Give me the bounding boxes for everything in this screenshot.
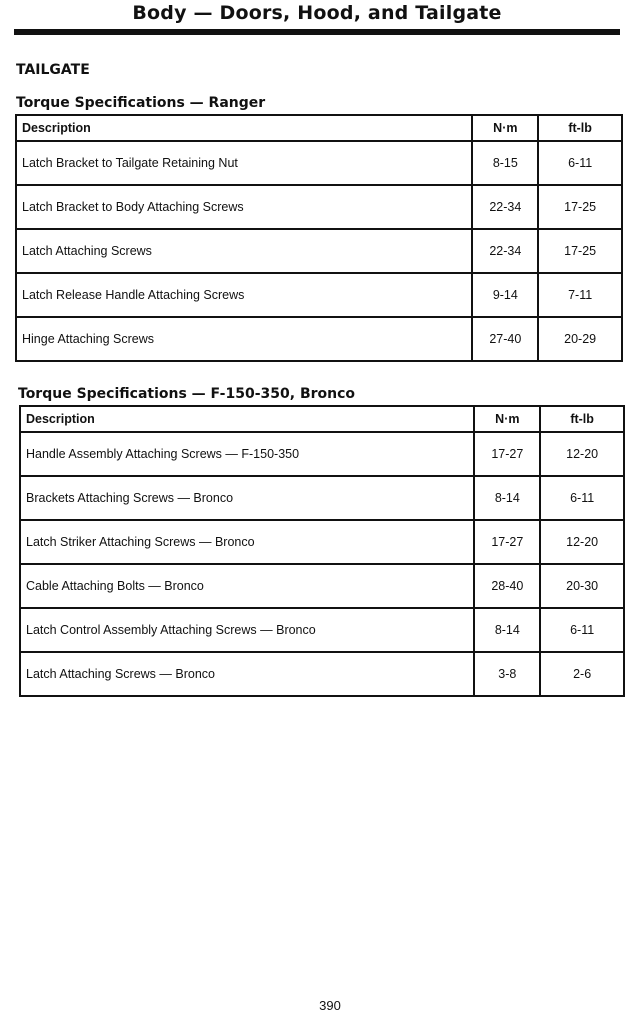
cell-nm: 8-15	[472, 141, 538, 185]
cell-ftlb: 17-25	[538, 185, 622, 229]
cell-nm: 3-8	[474, 652, 540, 696]
table-row	[16, 141, 622, 185]
table-row	[20, 652, 624, 696]
table-caption-ranger: Torque Specifications — Ranger	[16, 95, 266, 111]
cell-description: Latch Attaching Screws — Bronco	[20, 652, 474, 696]
cell-ftlb: 12-20	[540, 432, 624, 476]
table-row	[16, 273, 622, 317]
cell-ftlb: 6-11	[540, 608, 624, 652]
cell-ftlb: 12-20	[540, 520, 624, 564]
cell-ftlb: 7-11	[538, 273, 622, 317]
table-header-row	[16, 115, 622, 141]
cell-description: Handle Assembly Attaching Screws — F-150-350	[20, 432, 474, 476]
column-header-ftlb: ft-lb	[538, 115, 622, 141]
cell-ftlb: 2-6	[540, 652, 624, 696]
table-row	[16, 229, 622, 273]
title-rule	[14, 29, 620, 35]
cell-ftlb: 6-11	[538, 141, 622, 185]
cell-nm: 8-14	[474, 608, 540, 652]
cell-nm: 9-14	[472, 273, 538, 317]
column-header-nm: N·m	[472, 115, 538, 141]
cell-nm: 8-14	[474, 476, 540, 520]
table-header-row	[20, 406, 624, 432]
cell-description: Cable Attaching Bolts — Bronco	[20, 564, 474, 608]
cell-description: Hinge Attaching Screws	[16, 317, 472, 361]
column-header-description: Description	[16, 115, 472, 141]
cell-nm: 17-27	[474, 520, 540, 564]
cell-description: Latch Control Assembly Attaching Screws — Bronco	[20, 608, 474, 652]
table-row	[20, 564, 624, 608]
cell-nm: 22-34	[472, 185, 538, 229]
column-header-ftlb: ft-lb	[540, 406, 624, 432]
section-heading: TAILGATE	[16, 62, 90, 78]
cell-nm: 27-40	[472, 317, 538, 361]
table-caption-f150-bronco: Torque Specifications — F-150-350, Bronco	[18, 386, 356, 402]
cell-description: Latch Bracket to Body Attaching Screws	[16, 185, 472, 229]
cell-description: Latch Striker Attaching Screws — Bronco	[20, 520, 474, 564]
cell-ftlb: 20-29	[538, 317, 622, 361]
torque-table-f150-bronco	[19, 405, 625, 697]
cell-description: Latch Release Handle Attaching Screws	[16, 273, 472, 317]
table-row	[16, 185, 622, 229]
table-row	[20, 608, 624, 652]
cell-nm: 28-40	[474, 564, 540, 608]
table-row	[20, 476, 624, 520]
cell-ftlb: 17-25	[538, 229, 622, 273]
table-row	[20, 520, 624, 564]
table-row	[16, 317, 622, 361]
cell-nm: 22-34	[472, 229, 538, 273]
cell-ftlb: 20-30	[540, 564, 624, 608]
page-number: 390	[319, 998, 341, 1013]
cell-ftlb: 6-11	[540, 476, 624, 520]
cell-description: Latch Bracket to Tailgate Retaining Nut	[16, 141, 472, 185]
page-title: Body — Doors, Hood, and Tailgate	[132, 2, 502, 24]
cell-description: Brackets Attaching Screws — Bronco	[20, 476, 474, 520]
cell-nm: 17-27	[474, 432, 540, 476]
column-header-nm: N·m	[474, 406, 540, 432]
column-header-description: Description	[20, 406, 474, 432]
cell-description: Latch Attaching Screws	[16, 229, 472, 273]
torque-table-ranger	[15, 114, 623, 362]
table-row	[20, 432, 624, 476]
